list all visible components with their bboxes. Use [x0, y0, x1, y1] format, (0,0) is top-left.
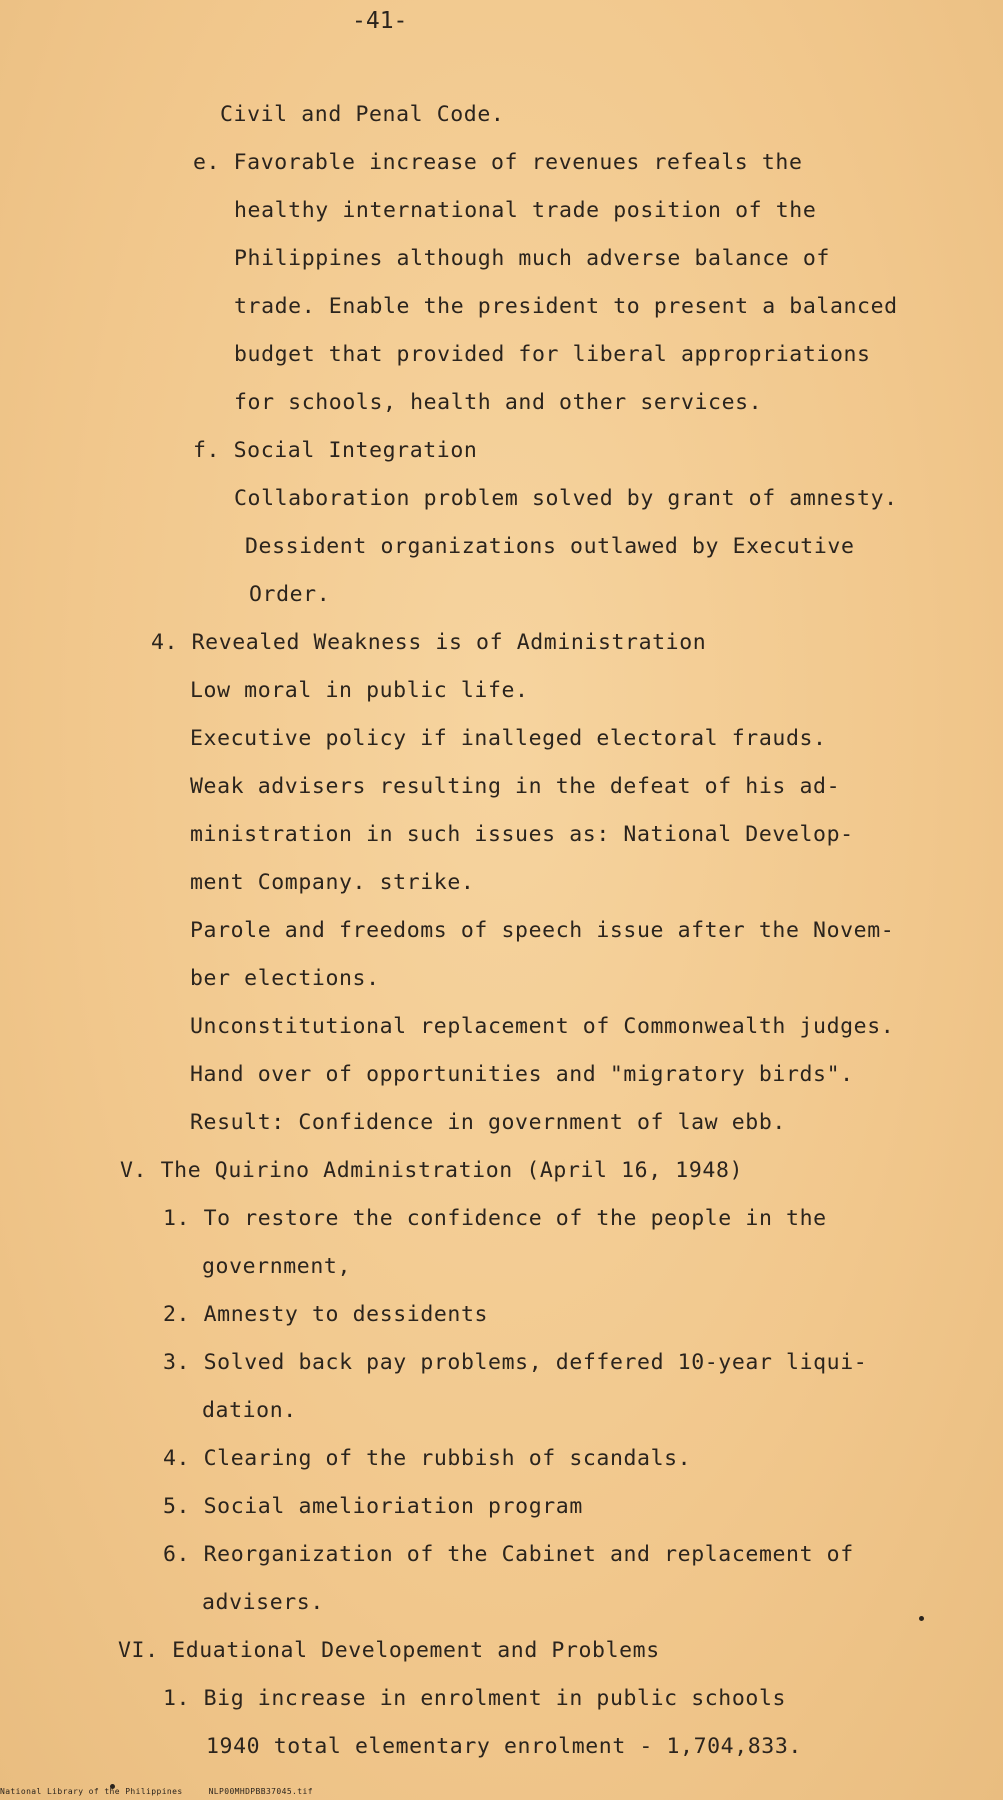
text-line: government,: [202, 1254, 351, 1279]
footer: [0, 1787, 313, 1796]
text-line: for schools, health and other services.: [234, 390, 763, 415]
text-line: 3. Solved back pay problems, deffered 10-year liqui-: [163, 1350, 868, 1375]
text-line: 4. Revealed Weakness is of Administration: [151, 630, 707, 655]
footer-source: National Library of the Philippines: [0, 1787, 183, 1796]
text-line: e. Favorable increase of revenues refeals the: [193, 150, 803, 175]
text-line: V. The Quirino Administration (April 16, 1948): [120, 1158, 744, 1183]
text-line: Civil and Penal Code.: [220, 102, 505, 127]
text-line: Unconstitutional replacement of Commonwealth judges.: [190, 1014, 895, 1039]
text-line: ber elections.: [190, 966, 380, 991]
text-line: dation.: [202, 1398, 297, 1423]
text-line: budget that provided for liberal appropriations: [234, 342, 871, 367]
text-line: Collaboration problem solved by grant of amnesty.: [234, 486, 898, 511]
text-line: ment Company. strike.: [190, 870, 475, 895]
text-line: Executive policy if inalleged electoral frauds.: [190, 726, 827, 751]
text-line: 2. Amnesty to dessidents: [163, 1302, 489, 1327]
text-line: 1. Big increase in enrolment in public schools: [163, 1686, 787, 1711]
text-line: Low moral in public life.: [190, 678, 529, 703]
page-number: -41-: [352, 8, 408, 34]
text-line: Dessident organizations outlawed by Executive: [245, 534, 855, 559]
text-line: trade. Enable the president to present a balanced: [234, 294, 898, 319]
text-line: Order.: [249, 582, 331, 607]
text-line: Philippines although much adverse balance of: [234, 246, 830, 271]
text-line: VI. Eduational Developement and Problems: [118, 1638, 660, 1663]
text-line: ministration in such issues as: National Develop-: [190, 822, 854, 847]
text-line: Hand over of opportunities and "migratory birds".: [190, 1062, 854, 1087]
text-line: 1940 total elementary enrolment - 1,704,833.: [206, 1734, 802, 1759]
text-line: 5. Social amelioriation program: [163, 1494, 583, 1519]
text-line: f. Social Integration: [193, 438, 478, 463]
text-line: Parole and freedoms of speech issue after the Novem-: [190, 918, 895, 943]
text-line: 6. Reorganization of the Cabinet and replacement of: [163, 1542, 854, 1567]
text-line: healthy international trade position of the: [234, 198, 817, 223]
text-line: advisers.: [202, 1590, 324, 1615]
footer-reference: NLP00MHDPBB37045.tif: [208, 1787, 313, 1796]
text-line: 1. To restore the confidence of the people in the: [163, 1206, 827, 1231]
text-line: 4. Clearing of the rubbish of scandals.: [163, 1446, 692, 1471]
ink-speck: [919, 1616, 924, 1621]
text-line: Result: Confidence in government of law ebb.: [190, 1110, 786, 1135]
text-line: Weak advisers resulting in the defeat of his ad-: [190, 774, 841, 799]
